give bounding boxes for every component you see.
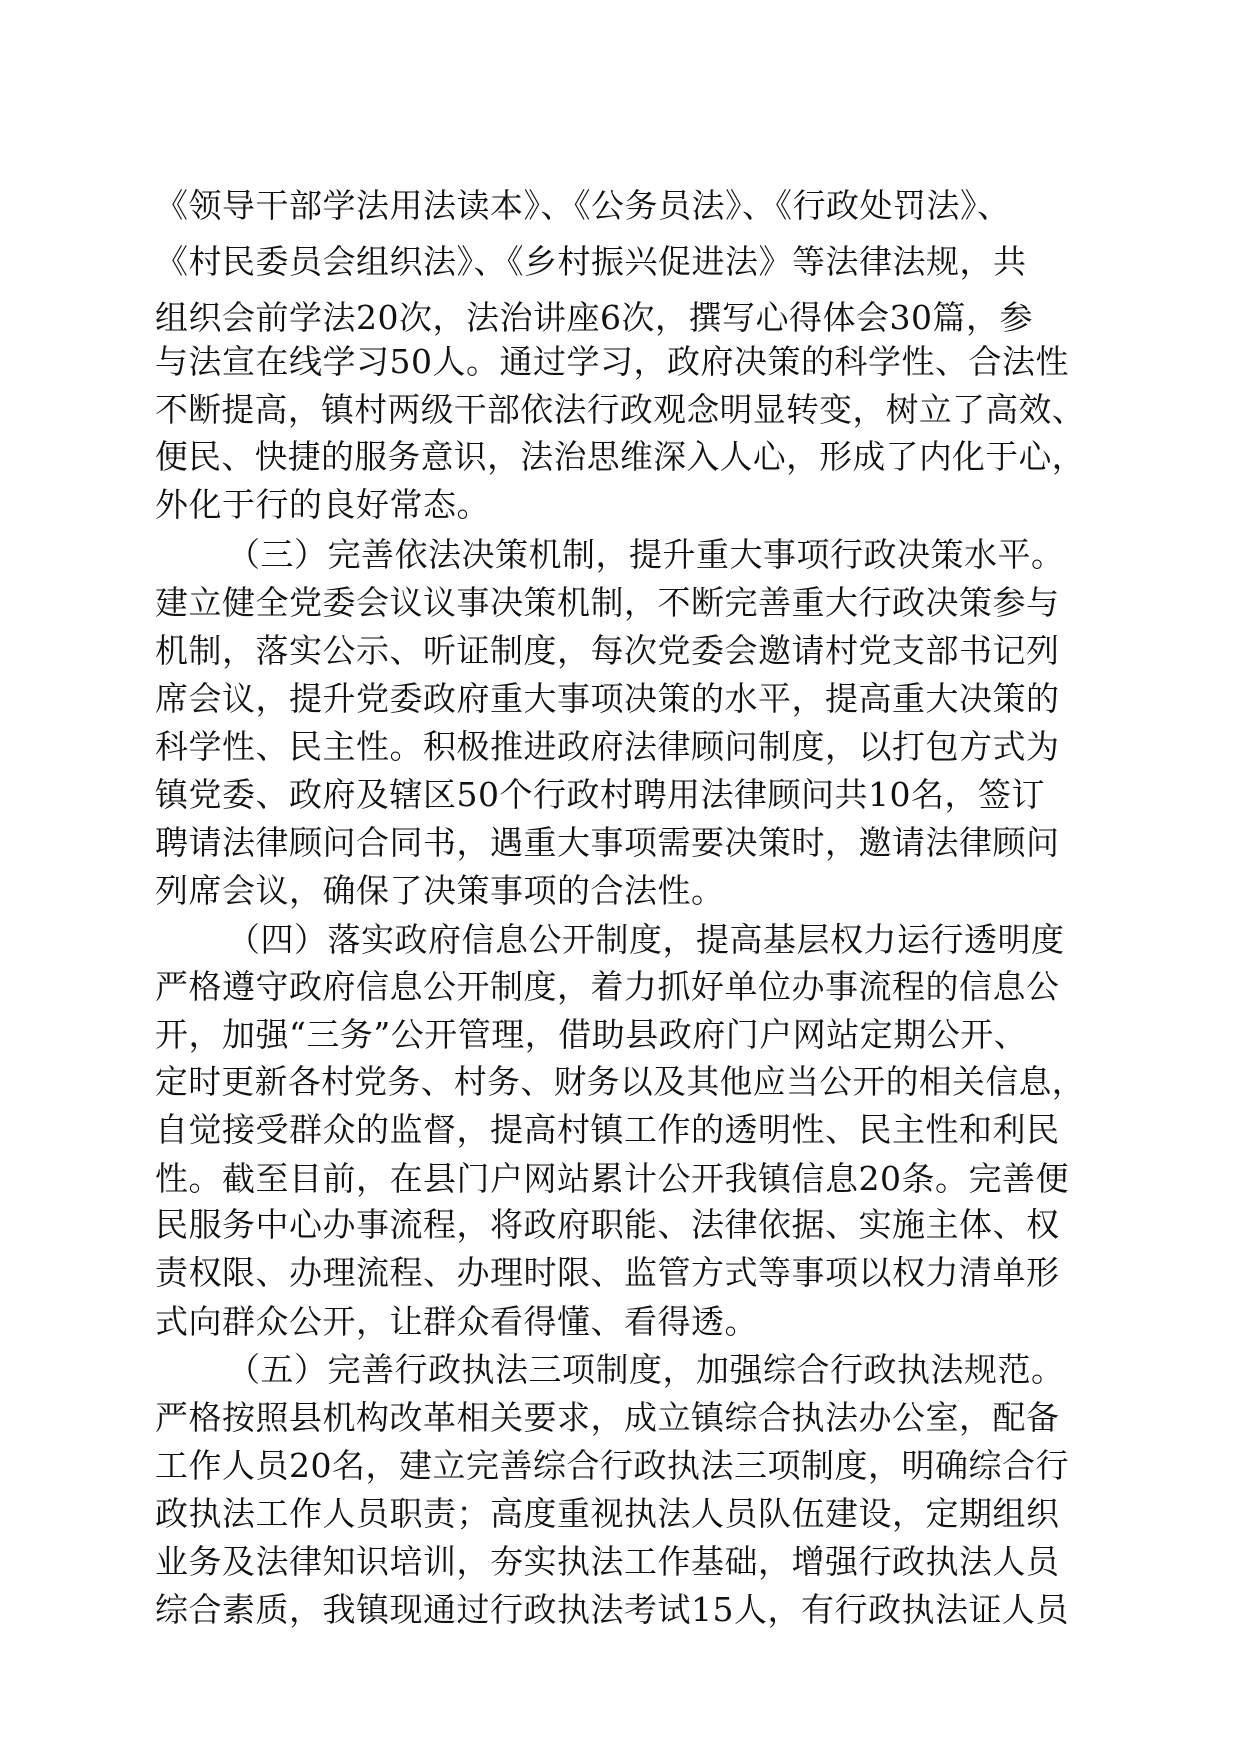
text-line: 综合素质，我镇现通过行政执法考试15人，有行政执法证人员 bbox=[155, 1590, 1069, 1629]
text-line: 严格按照县机构改革相关要求，成立镇综合执法办公室，配备 bbox=[155, 1398, 1060, 1437]
text-line: 责权限、办理流程、办理时限、监管方式等事项以权力清单形 bbox=[155, 1253, 1060, 1292]
text-line: 性。截至目前，在县门户网站累计公开我镇信息20条。完善便 bbox=[155, 1159, 1069, 1198]
text-line: 《领导干部学法用法读本》、《公务员法》、《行政处罚法》、 bbox=[155, 186, 1011, 225]
text-line: 严格遵守政府信息公开制度，着力抓好单位办事流程的信息公 bbox=[155, 967, 1060, 1006]
text-line: 式向群众公开，让群众看得懂、看得透。 bbox=[155, 1302, 758, 1341]
text-line: 工作人员20名，建立完善综合行政执法三项制度，明确综合行 bbox=[155, 1446, 1069, 1485]
text-line: 业务及法律知识培训，夯实执法工作基础，增强行政执法人员 bbox=[155, 1542, 1060, 1581]
text-line: 席会议，提升党委政府重大事项决策的水平，提高重大决策的 bbox=[155, 679, 1060, 718]
text-line: 自觉接受群众的监督，提高村镇工作的透明性、民主性和利民 bbox=[155, 1110, 1060, 1149]
section-heading-3: （三）完善依法决策机制，提升重大事项行政决策水平。 bbox=[227, 535, 1065, 574]
text-line: 便民、快捷的服务意识，法治思维深入人心，形成了内化于心， bbox=[155, 437, 1086, 476]
text-line: 机制，落实公示、听证制度，每次党委会邀请村党支部书记列 bbox=[155, 631, 1060, 670]
text-line: 聘请法律顾问合同书，遇重大事项需要决策时，邀请法律顾问 bbox=[155, 823, 1060, 862]
text-line: 《村民委员会组织法》、《乡村振兴促进法》等法律法规，共 bbox=[155, 242, 1027, 281]
text-line: 组织会前学法20次，法治讲座6次，撰写心得体会30篇，参 bbox=[155, 298, 1033, 337]
text-line: 开，加强“三务”公开管理，借助县政府门户网站定期公开、 bbox=[155, 1015, 1028, 1054]
text-line: 科学性、民主性。积极推进政府法律顾问制度，以打包方式为 bbox=[155, 727, 1060, 766]
text-line: 不断提高，镇村两级干部依法行政观念明显转变，树立了高效、 bbox=[155, 390, 1086, 429]
text-line: 列席会议，确保了决策事项的合法性。 bbox=[155, 871, 725, 910]
section-heading-5: （五）完善行政执法三项制度，加强综合行政执法规范。 bbox=[227, 1350, 1065, 1389]
text-line: 建立健全党委会议议事决策机制，不断完善重大行政决策参与 bbox=[155, 583, 1060, 622]
text-line: 与法宣在线学习50人。通过学习，政府决策的科学性、合法性 bbox=[155, 342, 1069, 381]
text-line: 镇党委、政府及辖区50个行政村聘用法律顾问共10名，签订 bbox=[155, 775, 1045, 814]
text-line: 民服务中心办事流程，将政府职能、法律依据、实施主体、权 bbox=[155, 1205, 1060, 1244]
text-line: 定时更新各村党务、村务、财务以及其他应当公开的相关信息， bbox=[155, 1062, 1086, 1101]
text-line: 外化于行的良好常态。 bbox=[155, 485, 490, 524]
section-heading-4: （四）落实政府信息公开制度，提高基层权力运行透明度 bbox=[227, 920, 1065, 959]
text-line: 政执法工作人员职责；高度重视执法人员队伍建设，定期组织 bbox=[155, 1494, 1060, 1533]
